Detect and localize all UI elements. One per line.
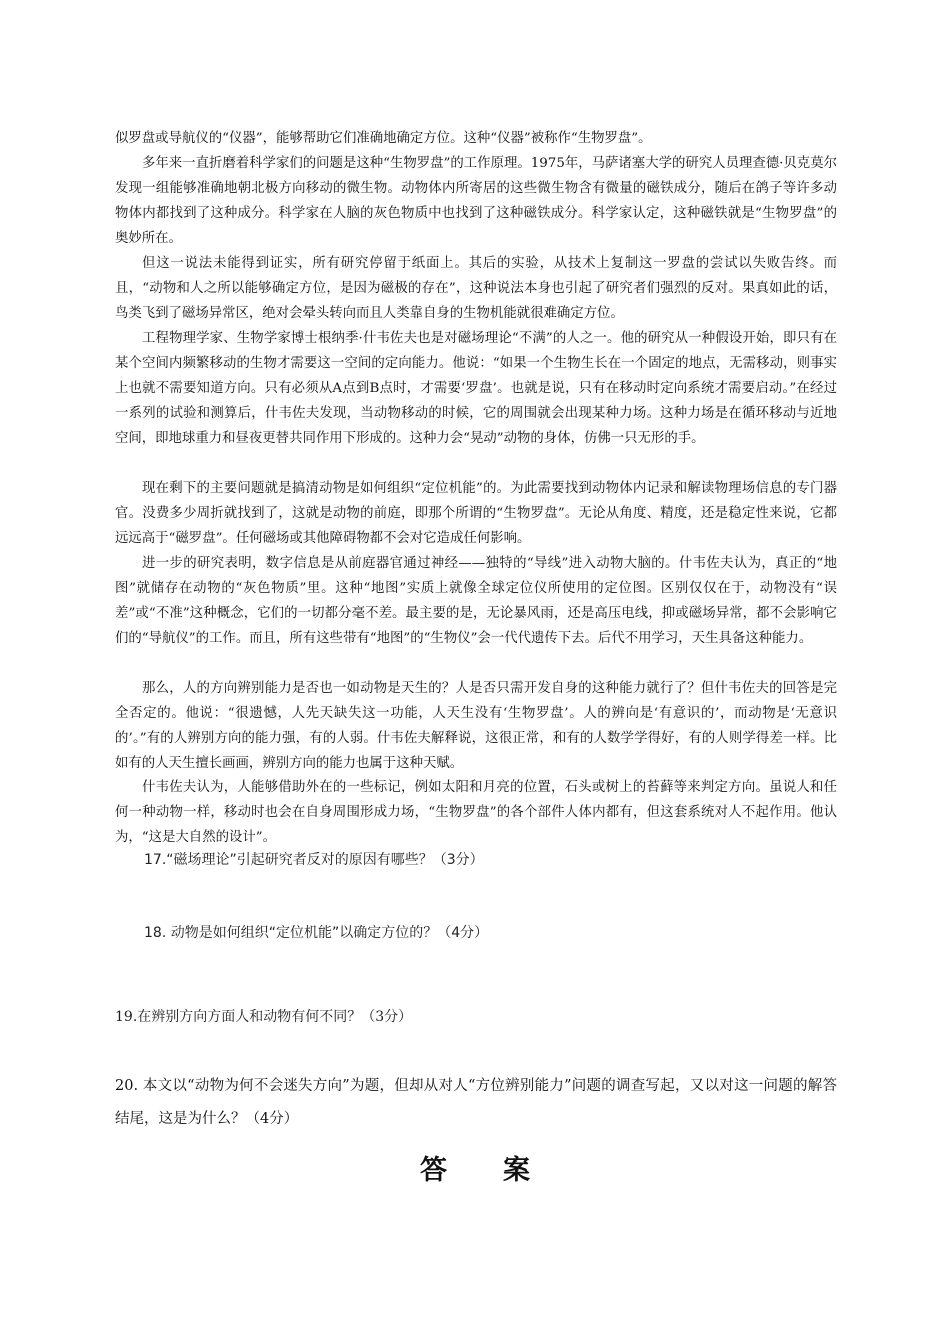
paragraph-5: 现在剩下的主要问题就是搞清动物是如何组织“定位机能”的。为此需要找到动物体内记录和解读物理场信息的专门器官。没费多少周折就找到了，这就是动物的前庭，即那个所谓的“生物罗盘”。无论从角度、精度，还是稳定性来说，它都远远高于“磁罗盘”。任何磁场或其他障碍物都不会对它造成任何影响。 [115, 481, 837, 547]
question-19: 19.在辨别方向方面人和动物有何不同？（3分） [115, 1009, 413, 1025]
question-20: 20. 本文以“动物为何不会迷失方向”为题，但却从对人“方位辨别能力”问题的调查写起，又以对这一问题的解答结尾，这是为什么？（4分） [115, 1078, 837, 1127]
paragraph-4: 工程物理学家、生物学家博士根纳季·什韦佐夫也是对磁场理论“不满”的人之一。他的研究从一种假设开始，即只有在某个空间内频繁移动的生物才需要这一空间的定向能力。他说：“如果一个生物生长在一个固定的地点，无需移动，则事实上也就不需要知道方向。只有必须从A点到B点时，才需要‘罗盘’。也就是说，只有在移动时定向系统才需要启动。”在经过一系列的试验和测算后，什韦佐夫发现，当动物移动的时候，它的周围就会出现某种力场。这种力场是在循环移动与近地空间，即地球重力和昼夜更替共同作用下形成的。这种力会“晃动”动物的身体，仿佛一只无形的手。 [115, 331, 837, 447]
paragraph-7: 那么，人的方向辨别能力是否也一如动物是天生的？人是否只需开发自身的这种能力就行了？但什韦佐夫的回答是完全否定的。他说：“很遗憾，人先天缺失这一功能，人天生没有‘生物罗盘’。人的辨向是‘有意识的’，而动物是‘无意识的’。”有的人辨别方向的能力强，有的人弱。什韦佐夫解释说，这很正常，和有的人数学学得好，有的人则学得差一样。比如有的人天生擅长画画，辨别方向的能力也属于这种天赋。 [115, 681, 837, 772]
paragraph-1: 似罗盘或导航仪的“仪器”，能够帮助它们准确地确定方位。这种“仪器”被称作“生物罗盘”。 [115, 131, 652, 146]
answer-heading: 答案 [420, 1155, 586, 1186]
paragraph-6: 进一步的研究表明，数字信息是从前庭器官通过神经——独特的“导线”进入动物大脑的。什韦佐夫认为，真正的“地图”就储存在动物的“灰色物质”里。这种“地图”实质上就像全球定位仪所使用的定位图。区别仅仅在于，动物没有“误差”或“不准”这种概念，它们的一切都分毫不差。最主要的是，无论暴风雨，还是高压电线，抑或磁场异常，都不会影响它们的“导航仪”的工作。而且，所有这些带有“地图”的“生物仪”会一代代遗传下去。后代不用学习，天生具备这种能力。 [115, 556, 837, 647]
question-17: 17.“磁场理论”引起研究者反对的原因有哪些？（3分） [144, 852, 484, 868]
paragraph-3: 但这一说法未能得到证实，所有研究停留于纸面上。其后的实验，从技术上复制这一罗盘的尝试以失败告终。而且，“动物和人之所以能够确定方位，是因为磁极的存在”，这种说法本身也引起了研究者们强烈的反对。果真如此的话，鸟类飞到了磁场异常区，绝对会晕头转向而且人类靠自身的生物机能就很难确定方位。 [115, 256, 837, 322]
paragraph-8: 什韦佐夫认为，人能够借助外在的一些标记，例如太阳和月亮的位置，石头或树上的苔藓等来判定方向。虽说人和任何一种动物一样，移动时也会在自身周围形成力场，“生物罗盘”的各个部件人体内都有，但这套系统对人不起作用。他认为，“这是大自然的设计”。 [115, 780, 837, 846]
paragraph-2: 多年来一直折磨着科学家们的问题是这种“生物罗盘”的工作原理。1975年，马萨诸塞大学的研究人员理查德·贝克莫尔发现一组能够准确地朝北极方向移动的微生物。动物体内所寄居的这些微生物含有微量的磁铁成分，随后在鸽子等许多动物体内都找到了这种成分。科学家在人脑的灰色物质中也找到了这种磁铁成分。科学家认定，这种磁铁就是“生物罗盘”的奥妙所在。 [115, 156, 837, 247]
question-18: 18. 动物是如何组织“定位机能”以确定方位的？（4分） [144, 925, 489, 941]
